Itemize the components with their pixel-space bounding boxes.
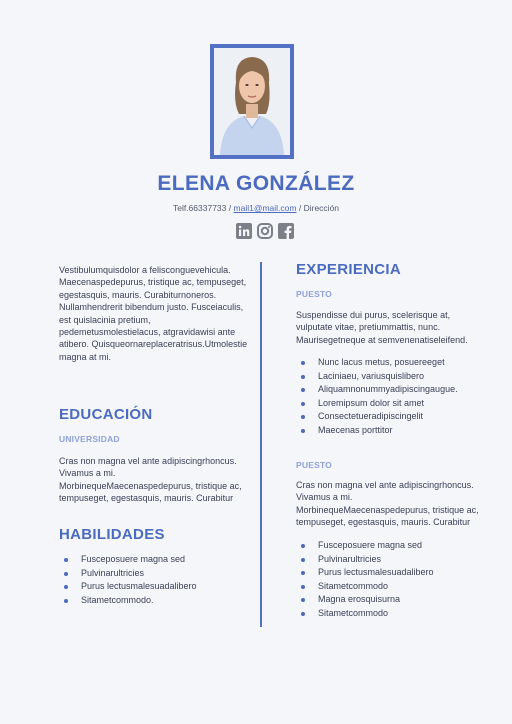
contact-separator: / <box>228 203 232 213</box>
phone: Telf.66337733 <box>172 203 227 213</box>
list-item: Maecenas porttitor <box>296 424 486 438</box>
job-task-list <box>296 356 486 438</box>
job-text: Suspendisse dui purus, scelerisque at, vulputate vitae, pretiummattis, nunc. Maurisegetneque at semvenenatiseleifend. <box>296 310 468 345</box>
list-item: Laciniaeu, variusquislibero <box>296 370 486 384</box>
job-text: Cras non magna vel ante adipiscingrhoncus. Vivamus a mi. MorbinequeMaecenaspedepurus, tristique ac, tempuseget, egestasquis, mauris. Curabitur <box>296 480 479 528</box>
instagram-icon[interactable] <box>257 223 273 239</box>
list-item: Purus lectusmalesuadalibero <box>59 580 249 594</box>
list-item: Sitametcommodo <box>296 607 486 621</box>
job-description <box>296 479 486 529</box>
list-item: Sitametcommodo <box>296 580 486 594</box>
facebook-icon[interactable] <box>278 223 294 239</box>
list-item: Purus lectusmalesuadalibero <box>296 566 486 580</box>
column-divider <box>260 262 262 627</box>
list-item: Sitametcommodo. <box>59 594 249 608</box>
candidate-name: ELENA GONZÁLEZ <box>157 172 355 195</box>
job-description <box>296 309 486 346</box>
email-link[interactable]: mail1@mail.com <box>233 203 297 213</box>
list-item: Pulvinarultricies <box>59 567 249 581</box>
job-tasks <box>296 356 486 438</box>
job-subtitle: PUESTO <box>296 289 332 299</box>
skills-section <box>59 553 249 607</box>
education-title: EDUCACIÓN <box>59 406 153 423</box>
job-tasks <box>296 539 486 621</box>
job-subtitle: PUESTO <box>296 460 332 470</box>
list-item: Pulvinarultricies <box>296 553 486 567</box>
profile-section <box>59 264 249 363</box>
list-item: Fusceposuere magna sed <box>296 539 486 553</box>
list-item: Loremipsum dolor sit amet <box>296 397 486 411</box>
skills-list <box>59 553 249 607</box>
education-subtitle: UNIVERSIDAD <box>59 434 120 444</box>
list-item: Fusceposuere magna sed <box>59 553 249 567</box>
experience-title: EXPERIENCIA <box>296 261 401 278</box>
linkedin-icon[interactable] <box>236 223 252 239</box>
profile-photo <box>210 44 294 159</box>
job-task-list <box>296 539 486 621</box>
list-item: Nunc lacus metus, posuereeget <box>296 356 486 370</box>
skills-title: HABILIDADES <box>59 526 165 543</box>
contact-line <box>0 203 512 213</box>
address: Dirección <box>303 203 340 213</box>
list-item: Magna erosquisurna <box>296 593 486 607</box>
list-item: Aliquamnonummyadipiscingaugue. <box>296 383 486 397</box>
profile-text: Vestibulumquisdolor a felisconguevehicula. Maecenaspedepurus, tristique ac, tempuseget, egestasquis, mauris. Curabiturnoneros. Nullamhendrerit bibendum justo. Fusceiaculis, est quislacinia pretium, pedemetusmolestielacus, atgravidawisi ante atibero. Quisqueornareplaceratrisus.Utmolestie magna at mi. <box>59 265 248 362</box>
list-item: Consectetueradipiscingelit <box>296 410 486 424</box>
contact-separator: / <box>298 203 302 213</box>
profile-photo-image <box>214 48 290 155</box>
social-links <box>236 223 294 239</box>
education-text: Cras non magna vel ante adipiscingrhoncus. Vivamus a mi. MorbinequeMaecenaspedepurus, tristique ac, tempuseget, egestasquis, mauris. Curabitur <box>59 456 242 504</box>
education-section <box>59 455 249 505</box>
